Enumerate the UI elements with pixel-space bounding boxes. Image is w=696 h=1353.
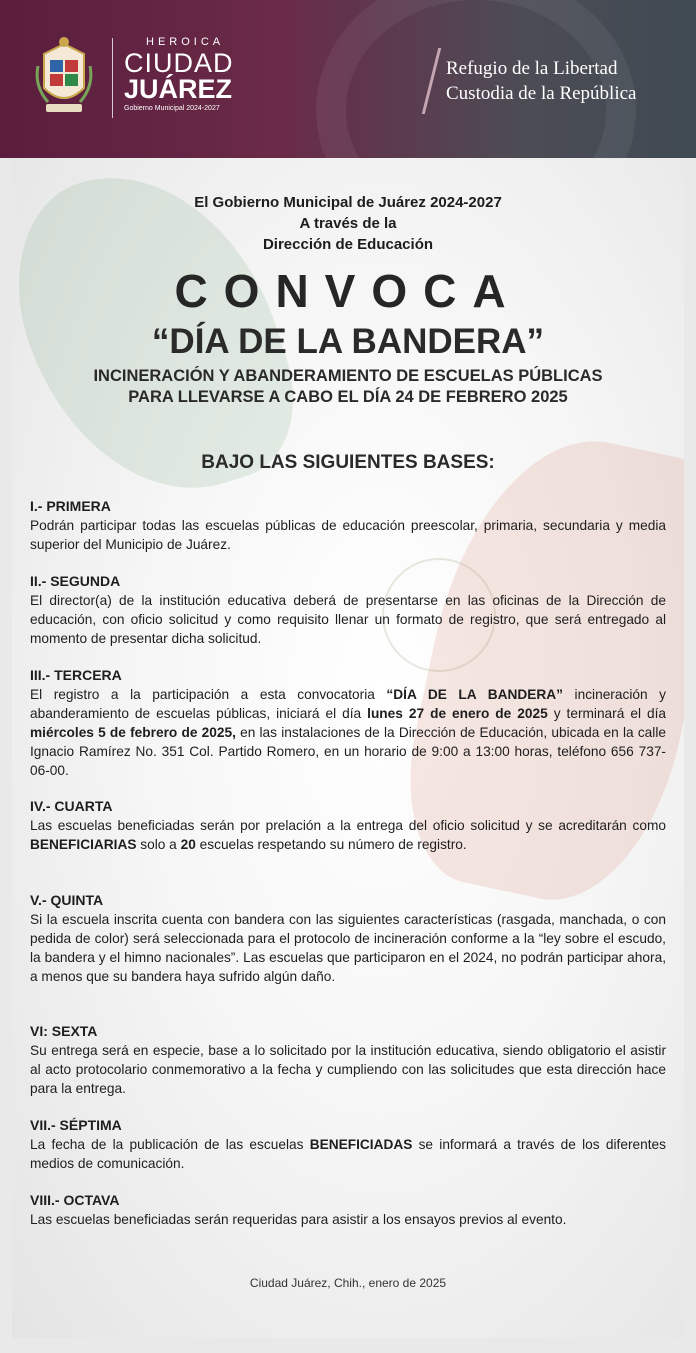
section-title: I.- PRIMERA xyxy=(30,498,111,514)
header-divider xyxy=(112,38,113,118)
intro-line-1: El Gobierno Municipal de Juárez 2024-2027 xyxy=(194,194,502,211)
text-run: incineración y abanderamiento de escuelas públicas, iniciará el día xyxy=(30,687,666,721)
subtitle-line-2: PARA LLEVARSE A CABO EL DÍA 24 DE FEBRERO 2025 xyxy=(128,388,568,406)
bold-run: miércoles 5 de febrero de 2025, xyxy=(30,725,236,740)
event-subtitle xyxy=(0,366,696,408)
section-title: II.- SEGUNDA xyxy=(30,573,121,589)
city-logo xyxy=(124,36,234,112)
section-text xyxy=(30,816,666,854)
section-quinta xyxy=(30,891,666,986)
section-tercera xyxy=(30,666,666,780)
text-run: solo a xyxy=(136,837,181,852)
text-run: se informará a través de los diferentes medios de comunicación. xyxy=(30,1137,666,1171)
section-text: Si la escuela inscrita cuenta con bandera con las siguientes características (rasgada, manchada, o con pedida de color) será seleccionada para el protocolo de incineración conforme a la “ley sobre el escudo, la bandera y el himno nacionales”. Las escuelas que participaron en el 2024, no podrán participar ahora, a menos que su bandera haya sufrido algún daño. xyxy=(30,912,666,984)
motto xyxy=(446,56,636,106)
bold-run: BENEFICIARIAS xyxy=(30,837,137,852)
bold-run: “DÍA DE LA BANDERA” xyxy=(386,687,563,702)
logo-juarez: JUÁREZ xyxy=(124,74,233,104)
subtitle-line-1: INCINERACIÓN Y ABANDERAMIENTO DE ESCUELAS PÚBLICAS xyxy=(93,367,603,385)
section-title: VI: SEXTA xyxy=(30,1023,98,1039)
text-run: escuelas respetando su número de registro. xyxy=(195,837,467,852)
footer-date: Ciudad Juárez, Chih., enero de 2025 xyxy=(249,1276,447,1290)
text-run: Las escuelas beneficiadas serán por prelación a la entrega del oficio solicitud y se acreditarán como xyxy=(30,818,666,833)
section-text xyxy=(30,685,666,780)
text-run: La fecha de la publicación de las escuelas xyxy=(30,1137,310,1152)
section-title: VII.- SÉPTIMA xyxy=(30,1117,122,1133)
section-septima xyxy=(30,1116,666,1173)
intro-line-3: Dirección de Educación xyxy=(262,236,434,253)
section-octava xyxy=(30,1191,666,1229)
intro-block xyxy=(0,192,696,255)
motto-line-2: Custodia de la República xyxy=(446,83,637,104)
intro-line-2: A través de la xyxy=(299,215,397,232)
text-run: y terminará el día xyxy=(547,706,666,721)
section-segunda xyxy=(30,572,666,648)
bases-heading: BAJO LAS SIGUIENTES BASES: xyxy=(201,452,495,473)
bold-run: lunes 27 de enero de 2025 xyxy=(367,706,548,721)
text-run: El registro a la participación a esta convocatoria xyxy=(30,687,387,702)
header-banner xyxy=(0,0,696,158)
logo-heroica: HEROICA xyxy=(146,36,225,48)
section-title: VIII.- OCTAVA xyxy=(30,1192,120,1208)
section-title: III.- TERCERA xyxy=(30,667,122,683)
event-title: “DÍA DE LA BANDERA” xyxy=(151,322,545,361)
section-text: Su entrega será en especie, base a lo solicitado por la institución educativa, siendo obligatorio el asistir al acto protocolario conmemorativo a la fecha y cumpliendo con las solicitudes que esta dirección hace para la entrega. xyxy=(30,1043,666,1096)
section-title: IV.- CUARTA xyxy=(30,798,113,814)
motto-line-1: Refugio de la Libertad xyxy=(446,58,618,79)
section-text: Podrán participar todas las escuelas públicas de educación preescolar, primaria, secundaria y media superior del Municipio de Juárez. xyxy=(30,518,666,552)
section-title: V.- QUINTA xyxy=(30,892,104,908)
section-text: Las escuelas beneficiadas serán requeridas para asistir a los ensayos previos al evento. xyxy=(30,1212,567,1227)
section-sexta xyxy=(30,1022,666,1098)
bold-run: BENEFICIADAS xyxy=(309,1137,413,1152)
section-text: El director(a) de la institución educativa deberá de presentarse en las oficinas de la Dirección de educación, con oficio solicitud y como requisito llenar un formato de registro, que será entregado al momento de presentar dicha solicitud. xyxy=(30,593,666,646)
section-primera xyxy=(30,497,666,554)
logo-gobierno: Gobierno Municipal 2024-2027 xyxy=(124,105,220,112)
section-cuarta xyxy=(30,797,666,854)
section-text xyxy=(30,1135,666,1173)
logo-ciudad: CIUDAD xyxy=(124,48,234,78)
convoca-heading: CONVOCA xyxy=(174,265,522,317)
bold-run: 20 xyxy=(180,837,196,852)
text-run: en las instalaciones de la Dirección de Educación, ubicada en la calle Ignacio Ramírez No. 351 Col. Partido Romero, en un horario de 9:00 a 13:00 horas, teléfono 656 737-06-00. xyxy=(30,725,666,778)
coat-of-arms-icon xyxy=(34,36,94,118)
